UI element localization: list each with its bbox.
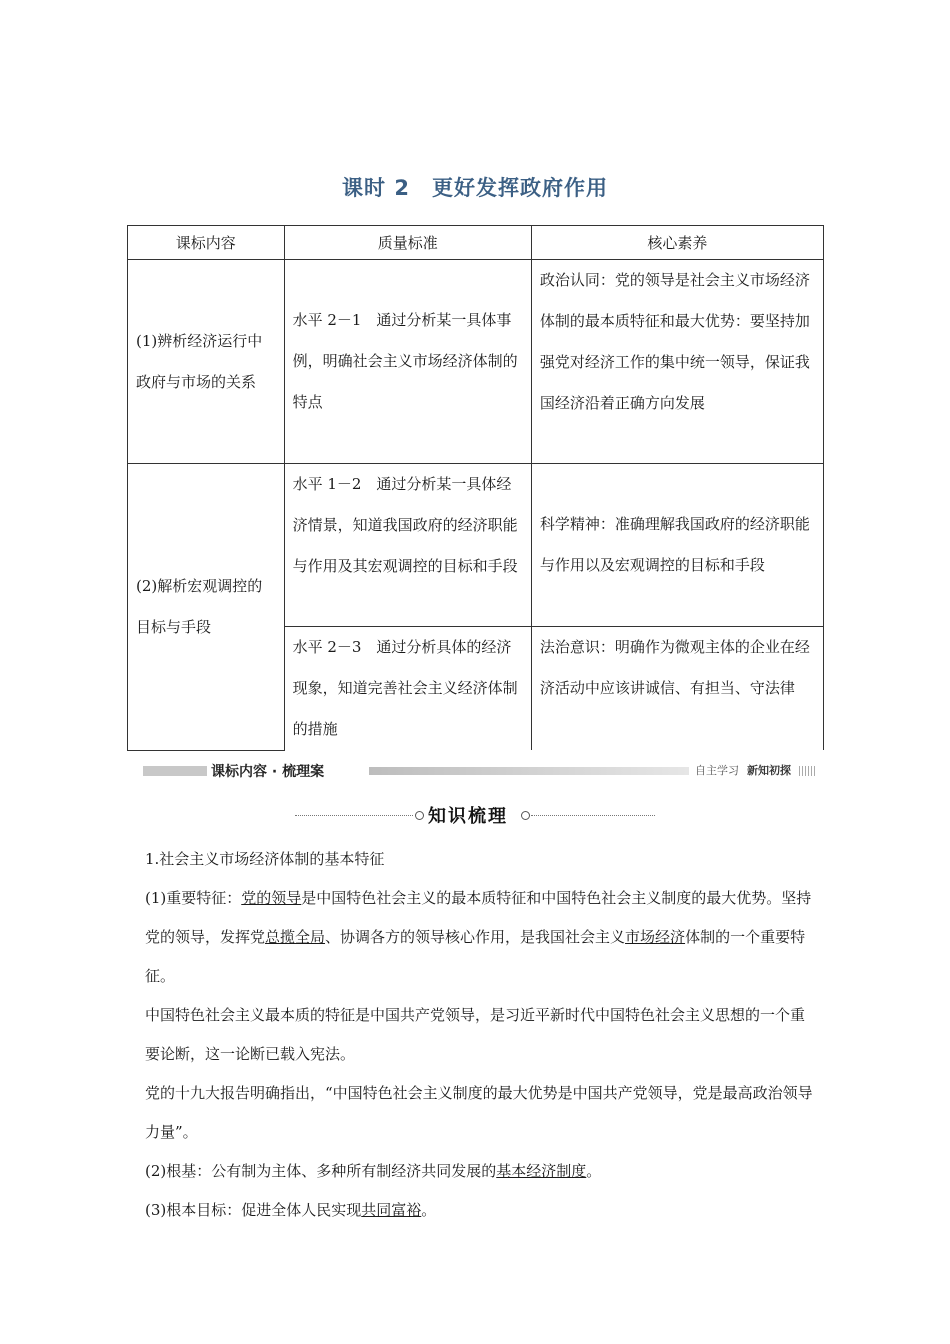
section-title: 知识梳理 (428, 806, 508, 827)
heading-1: 1.社会主义市场经济体制的基本特征 (145, 850, 385, 868)
underlined-term: 市场经济 (625, 928, 686, 946)
band-right-1: 自主学习 (695, 764, 739, 777)
knowledge-content (145, 840, 815, 1230)
band-right-2: 新知初探 (747, 764, 791, 777)
table-row (128, 260, 824, 464)
section-heading (295, 802, 655, 828)
paragraph-goal (145, 1191, 815, 1230)
dotted-line-right (531, 815, 655, 816)
paragraph-note-2: 党的十九大报告明确指出，“中国特色社会主义制度的最大优势是中国共产党领导，党是最高政治领导力量”。 (145, 1084, 813, 1141)
table-header-row (128, 226, 824, 260)
text: 体制的一个重要特征。 (145, 928, 806, 985)
paragraph-important-feature (145, 879, 815, 996)
row2-content: (2)解析宏观调控的目标与手段 (128, 464, 285, 751)
text: 。 (586, 1162, 602, 1180)
underlined-term: 基本经济制度 (496, 1162, 587, 1180)
underlined-term: 党的领导 (241, 889, 302, 907)
text: 是中国特色社会主义的最本质特征和中国特色社会主义制度的最大优势。坚持党的领导，发挥党 (145, 889, 812, 946)
header-literacy: 核心素养 (531, 226, 823, 260)
band-decoration-right (799, 766, 815, 776)
text: 。 (421, 1201, 437, 1219)
row2-literacy-b: 法治意识：明确作为微观主体的企业在经济活动中应该讲诚信、有担当、守法律 (531, 627, 823, 751)
text: (2)根基：公有制为主体、多种所有制经济共同发展的 (145, 1162, 497, 1180)
row2-quality-a: 水平 1－2 通过分析某一具体经济情景，知道我国政府的经济职能与作用及其宏观调控的目标和手段 (284, 464, 531, 627)
section-band (143, 763, 815, 779)
paragraph-note-1: 中国特色社会主义最本质的特征是中国共产党领导，是习近平新时代中国特色社会主义思想的一个重要论断，这一论断已载入宪法。 (145, 1006, 806, 1063)
underlined-term: 共同富裕 (361, 1201, 422, 1219)
text: (3)根本目标：促进全体人民实现 (145, 1201, 362, 1219)
band-right-text (695, 762, 791, 778)
page-title (0, 172, 950, 202)
curriculum-table (127, 225, 824, 751)
row1-literacy: 政治认同：党的领导是社会主义市场经济体制的最本质特征和最大优势：要坚持加强党对经济工作的集中统一领导，保证我国经济沿着正确方向发展 (531, 260, 823, 464)
paragraph-foundation (145, 1152, 815, 1191)
row1-quality: 水平 2－1 通过分析某一具体事例，明确社会主义市场经济体制的特点 (284, 260, 531, 464)
row1-content: (1)辨析经济运行中政府与市场的关系 (128, 260, 285, 464)
dotted-line-left (295, 815, 413, 816)
band-label: 课标内容 · 梳理案 (211, 764, 325, 780)
band-decoration-left (143, 766, 207, 776)
text: (1)重要特征： (145, 889, 242, 907)
lesson-name: 更好发挥政府作用 (431, 176, 608, 200)
row2-quality-b: 水平 2－3 通过分析具体的经济现象，知道完善社会主义经济体制的措施 (284, 627, 531, 751)
header-content: 课标内容 (128, 226, 285, 260)
text: 、协调各方的领导核心作用，是我国社会主义 (325, 928, 626, 946)
row2-literacy-a: 科学精神：准确理解我国政府的经济职能与作用以及宏观调控的目标和手段 (531, 464, 823, 627)
table-row (128, 464, 824, 627)
header-quality: 质量标准 (284, 226, 531, 260)
circle-icon (521, 811, 530, 820)
lesson-number: 课时 2 (342, 176, 410, 200)
circle-icon (415, 811, 424, 820)
band-decoration-middle (369, 767, 689, 775)
underlined-term: 总揽全局 (265, 928, 326, 946)
